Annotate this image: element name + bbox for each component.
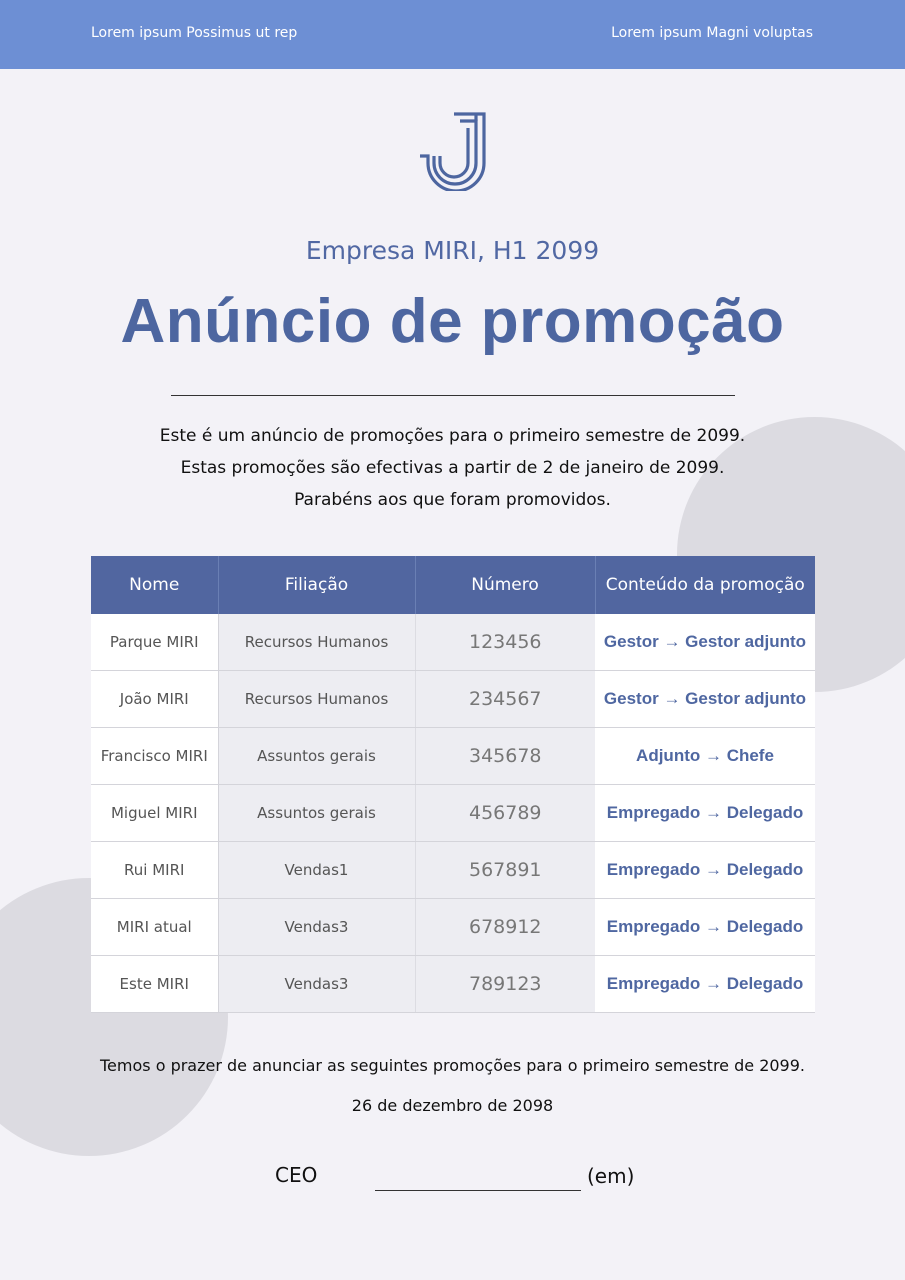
column-header-promotion: Conteúdo da promoção xyxy=(595,556,815,614)
cell-affiliation: Recursos Humanos xyxy=(218,614,415,671)
cell-promotion: Empregado → Delegado xyxy=(595,785,815,842)
closing-statement: Temos o prazer de anunciar as seguintes promoções para o primeiro semestre de 2099. xyxy=(100,1056,805,1075)
header-right-text: Lorem ipsum Magni voluptas xyxy=(611,25,813,41)
intro-line: Estas promoções são efectivas a partir de 2 de janeiro de 2099. xyxy=(180,458,725,478)
cell-number: 234567 xyxy=(415,671,595,728)
cell-name: Este MIRI xyxy=(91,956,218,1013)
cell-number: 345678 xyxy=(415,728,595,785)
signature-suffix: (em) xyxy=(587,1164,635,1188)
table-header-row xyxy=(91,556,815,614)
j-letter-logo-icon xyxy=(418,111,488,191)
cell-promotion: Empregado → Delegado xyxy=(595,956,815,1013)
cell-promotion: Empregado → Delegado xyxy=(595,899,815,956)
cell-name: João MIRI xyxy=(91,671,218,728)
cell-name: Parque MIRI xyxy=(91,614,218,671)
cell-affiliation: Vendas3 xyxy=(218,899,415,956)
cell-number: 789123 xyxy=(415,956,595,1013)
intro-paragraph xyxy=(0,420,905,516)
company-subtitle: Empresa MIRI, H1 2099 xyxy=(305,236,600,265)
cell-promotion: Adjunto → Chefe xyxy=(595,728,815,785)
cell-promotion: Empregado → Delegado xyxy=(595,842,815,899)
cell-name: Miguel MIRI xyxy=(91,785,218,842)
cell-number: 123456 xyxy=(415,614,595,671)
table-row xyxy=(91,842,815,899)
intro-line: Este é um anúncio de promoções para o primeiro semestre de 2099. xyxy=(159,426,746,446)
title-divider xyxy=(171,395,735,396)
cell-name: Rui MIRI xyxy=(91,842,218,899)
promotion-table xyxy=(91,556,815,1013)
table-row xyxy=(91,728,815,785)
column-header-name: Nome xyxy=(91,556,218,614)
cell-number: 456789 xyxy=(415,785,595,842)
document-date: 26 de dezembro de 2098 xyxy=(351,1096,554,1115)
cell-name: MIRI atual xyxy=(91,899,218,956)
table-row xyxy=(91,899,815,956)
cell-name: Francisco MIRI xyxy=(91,728,218,785)
cell-promotion: Gestor → Gestor adjunto xyxy=(595,614,815,671)
table-row xyxy=(91,956,815,1013)
cell-affiliation: Vendas3 xyxy=(218,956,415,1013)
header-left-text: Lorem ipsum Possimus ut rep xyxy=(91,25,298,41)
table-row xyxy=(91,671,815,728)
cell-promotion: Gestor → Gestor adjunto xyxy=(595,671,815,728)
cell-number: 567891 xyxy=(415,842,595,899)
column-header-number: Número xyxy=(415,556,595,614)
page-title: Anúncio de promoção xyxy=(120,287,785,356)
cell-number: 678912 xyxy=(415,899,595,956)
table-row xyxy=(91,614,815,671)
cell-affiliation: Vendas1 xyxy=(218,842,415,899)
column-header-affiliation: Filiação xyxy=(218,556,415,614)
intro-line: Parabéns aos que foram promovidos. xyxy=(294,490,611,510)
signature-line xyxy=(375,1190,581,1191)
top-banner xyxy=(0,0,905,69)
cell-affiliation: Assuntos gerais xyxy=(218,785,415,842)
signature-role: CEO xyxy=(275,1163,318,1187)
cell-affiliation: Recursos Humanos xyxy=(218,671,415,728)
table-row xyxy=(91,785,815,842)
cell-affiliation: Assuntos gerais xyxy=(218,728,415,785)
